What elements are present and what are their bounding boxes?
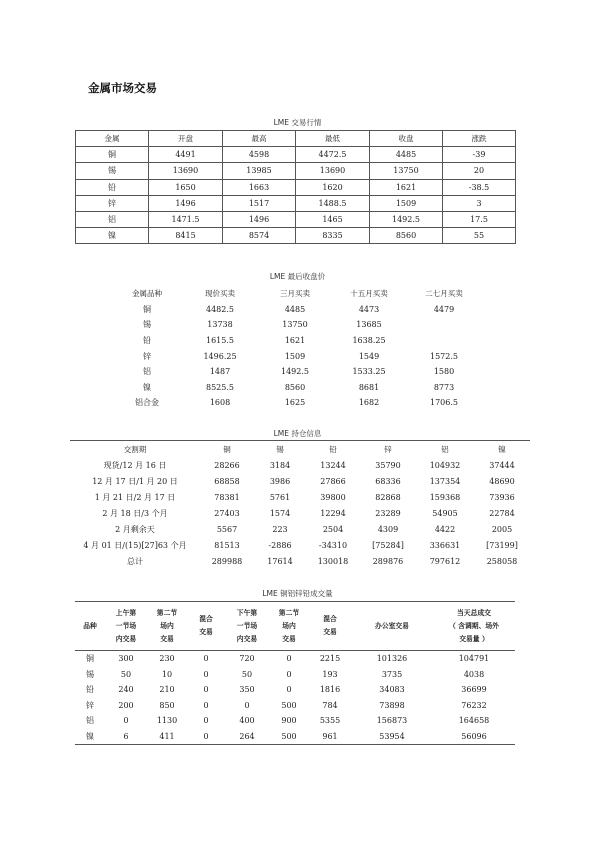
table-cell: 0 [286,654,292,664]
table-cell: 3735 [381,669,403,679]
table-cell: 1615.5 [206,336,234,346]
table-cell: 4038 [463,669,485,679]
table-row [76,211,516,227]
column-header-line: 交易 [160,634,174,643]
lme-open-interest-table [70,440,530,569]
table-cell: 50 [120,669,132,679]
column-header: 现价买卖 [205,289,235,299]
column-header-line: 交易 [199,628,213,636]
table-cell: 2 月 18 日/3 个月 [102,508,168,518]
table-cell: 76232 [461,700,487,710]
table-cell: -39 [443,147,516,163]
table-row [75,698,515,714]
column-header: 交割期 [123,444,147,454]
table-row [112,302,482,318]
table-cell: 17614 [267,556,293,566]
table-cell: 1620 [296,179,370,195]
table-cell: 1471.5 [149,211,223,227]
table-cell: 13244 [320,460,346,470]
table-cell: 锌 [86,700,94,710]
table-cell: 39800 [320,492,346,502]
table-cell: 20 [443,163,516,179]
column-header [105,602,147,651]
table-cell: 13738 [207,320,233,330]
table-cell: 1572.5 [430,351,458,361]
table-cell: 3184 [269,460,291,470]
table-cell: 镍 [143,382,151,392]
table-row [76,179,516,195]
table-cell: 4479 [433,304,455,314]
table-cell: 8574 [223,228,296,244]
table-cell: 264 [225,729,269,745]
column-header: 最低 [296,131,370,147]
table-cell: 13750 [282,320,308,330]
column-header-line: 交易量 ） [459,634,489,643]
header-row [75,602,515,651]
table-row [112,317,482,333]
table-cell: 5567 [216,524,238,534]
column-header-line: 一节场 [236,621,258,630]
column-header-line: 办公室交易 [375,621,409,630]
table-cell: 55 [443,228,516,244]
table-cell: 27866 [320,476,346,486]
table-cell [406,317,482,333]
table-cell: [75284] [372,540,404,550]
column-header: 锡 [276,444,284,454]
column-header-line: 交易 [323,628,337,636]
table3-title: LME 持仓信息 [273,429,322,438]
table-cell: 0 [203,700,209,710]
table-row [70,521,530,537]
table-cell: 1509 [370,195,443,211]
table-cell: 1621 [370,179,443,195]
table-cell: 锌 [76,195,149,211]
table-cell: 300 [118,654,134,664]
table-cell: 1496 [223,211,296,227]
table-cell: 289988 [211,556,243,566]
table-cell: 2504 [322,524,344,534]
table-cell: 铝合金 [135,398,159,408]
table-cell: 1580 [433,367,455,377]
table2-title: LME 最后收盘价 [269,272,326,281]
column-header: 开盘 [149,131,223,147]
table-cell: 8335 [296,228,370,244]
column-header: 收盘 [370,131,443,147]
column-header [269,602,309,651]
table-cell: 2 月剩余天 [115,524,155,534]
table-cell: 1517 [223,195,296,211]
table4-header [75,602,515,651]
table-cell: 37444 [489,460,515,470]
table-row [112,395,482,411]
column-header [351,602,433,651]
table-cell: 铅 [143,336,151,346]
table-cell: 1650 [149,179,223,195]
table-cell: 4485 [370,147,443,163]
table-cell: 5761 [269,492,291,502]
table-cell: 400 [239,716,255,726]
table-cell: 锡 [76,163,149,179]
table1-header [76,131,516,147]
column-header: 三月买卖 [280,289,310,299]
table-cell: 13685 [356,320,382,330]
table-row [75,682,515,698]
page-title: 金属市场交易 [88,81,157,95]
table-cell: 1488.5 [296,195,370,211]
column-header: 铜 [223,444,231,454]
table-cell: 4485 [284,304,306,314]
table-cell: 镍 [75,729,105,745]
column-header-line: 下午第 [236,608,258,617]
table-cell: 0 [286,685,292,695]
table-cell: 784 [322,700,338,710]
table-cell: 2005 [491,524,513,534]
table-cell: 223 [272,524,288,534]
table-cell: 6 [105,729,147,745]
table-cell: 850 [159,700,175,710]
table-row [70,473,530,489]
column-header-line: 场内 [160,621,174,630]
column-header: 十五月买卖 [350,289,388,299]
table-cell: 104932 [429,460,461,470]
table-cell: 258058 [486,556,518,566]
table-cell: 28266 [214,460,240,470]
table-cell: 22784 [489,508,515,518]
column-header: 金属品种 [132,289,162,299]
table-cell: 900 [281,716,297,726]
column-header: 二七月买卖 [425,289,463,299]
table-cell: 230 [159,654,175,664]
table-cell: 200 [118,700,134,710]
lme-trading-table [75,130,516,244]
table-cell: 铜 [76,147,149,163]
table-cell: 铅 [86,685,94,695]
table1-body [76,147,516,244]
table-cell: 1638.25 [352,336,386,346]
table-cell: 137354 [429,476,461,486]
table-cell: 210 [159,685,175,695]
column-header: 铅 [329,444,337,454]
table-cell: 1496.25 [203,351,237,361]
column-header: 锌 [384,444,392,454]
table-row [75,651,515,667]
column-header-line: 一节场 [115,621,137,630]
column-header [433,602,515,651]
column-header-line: 上午第 [115,608,137,617]
table-cell: 0 [286,669,292,679]
lme-volume-table [75,601,515,745]
table-row [76,163,516,179]
table-cell: 50 [241,669,253,679]
table-cell: 1682 [358,398,380,408]
column-header-line: 当天总成交 [457,608,491,617]
table-cell: 4473 [358,304,380,314]
table-cell: 铝 [76,211,149,227]
table-cell: 1492.5 [370,211,443,227]
table-cell: 36699 [461,685,487,695]
table-cell: 0 [203,685,209,695]
table-cell: 0 [187,729,225,745]
column-header-line: 混合 [323,615,337,623]
table-cell: 1608 [209,398,231,408]
table1-title: LME 交易行情 [273,118,322,127]
table-cell: 1663 [223,179,296,195]
table-cell: 1487 [209,367,231,377]
column-header: 铝 [441,444,449,454]
table-cell: 总计 [127,556,143,566]
table-cell: 34083 [379,685,405,695]
table-cell: 1549 [358,351,380,361]
table-cell: 现货/12 月 16 日 [103,460,167,470]
table-row [70,457,530,473]
column-header-line: 场内 [282,621,296,630]
table-cell: 12 月 17 日/1 月 20 日 [92,476,178,486]
header-row [112,286,482,302]
column-header-line: 交易 [282,634,296,643]
table-cell: 73898 [379,700,405,710]
table4-title: LME 铜铝锌铅成交量 [262,589,333,598]
table-cell: 104791 [458,654,490,664]
table-cell: 8560 [284,382,306,392]
table-row [75,729,515,745]
table-cell: 8681 [358,382,380,392]
table-cell: 1706.5 [430,398,458,408]
column-header: 涨跌 [443,131,516,147]
table-cell: 1465 [296,211,370,227]
table-cell: 17.5 [443,211,516,227]
table-cell: 78381 [214,492,240,502]
column-header: 镍 [498,444,506,454]
table-cell: 500 [269,729,309,745]
column-header: 最高 [223,131,296,147]
column-header-line: 内交易 [236,634,258,643]
table-cell: 铝 [143,367,151,377]
column-header [187,602,225,651]
table-cell: 1625 [284,398,306,408]
table-cell: 164658 [458,716,490,726]
table-cell: 4 月 01 日/(15)[27]63 个月 [83,540,187,550]
table-cell: 797612 [429,556,461,566]
table-row [112,333,482,349]
table-cell: 铅 [76,179,149,195]
table-cell: 5355 [319,716,341,726]
column-header-line: 内交易 [115,634,137,643]
table-cell: 13985 [223,163,296,179]
table-row [70,505,530,521]
column-header-line: （ 含调期、场外 [449,621,499,630]
table-cell: 289876 [372,556,404,566]
table-cell: 4472.5 [296,147,370,163]
table-cell: 1492.5 [281,367,309,377]
table-cell: 336631 [429,540,461,550]
table-cell: 8525.5 [206,382,234,392]
table2-header [112,286,482,302]
column-header-line: 第二节 [278,608,300,617]
column-header-line: 品种 [83,621,97,630]
table-row [75,667,515,683]
table-cell: 1509 [284,351,306,361]
table-cell: 铜 [86,654,94,664]
table-cell: 0 [203,716,209,726]
table-cell: 13690 [149,163,223,179]
table-cell: 4598 [223,147,296,163]
table-cell: 68858 [214,476,240,486]
table-row [76,228,516,244]
column-header [309,602,351,651]
table-row [112,364,482,380]
table2-body [112,302,482,411]
table-cell: 锌 [143,351,151,361]
table-cell: 铜 [143,304,151,314]
table-cell: 13690 [296,163,370,179]
table-cell: 13750 [370,163,443,179]
table-cell: 8773 [433,382,455,392]
table-cell: 23289 [375,508,401,518]
table-cell: 411 [147,729,187,745]
table-row [75,713,515,729]
table-cell: 10 [161,669,173,679]
table-cell: 48690 [489,476,515,486]
column-header [225,602,269,651]
table-cell: 130018 [317,556,349,566]
table-cell: 3986 [269,476,291,486]
table-row [70,537,530,553]
column-header: 金属 [76,131,149,147]
table-cell: 镍 [76,228,149,244]
table-cell: 1533.25 [352,367,386,377]
table-cell: [73199] [486,540,518,550]
header-row [76,131,516,147]
column-header [75,602,105,651]
column-header-line: 第二节 [156,608,178,617]
table-cell: 0 [203,654,209,664]
table-cell: -38.5 [443,179,516,195]
header-row [70,441,530,458]
table-cell: 0 [244,700,250,710]
table3-header [70,441,530,458]
table-cell: 240 [118,685,134,695]
table-cell: 2215 [319,654,341,664]
column-header-line: 混合 [199,615,213,623]
table-cell: 54905 [432,508,458,518]
table-cell: 81513 [214,540,240,550]
lme-closing-price-table [112,286,482,411]
table-cell: 56096 [433,729,515,745]
table-cell: 4482.5 [206,304,234,314]
column-header [147,602,187,651]
table3-body [70,457,530,569]
table-cell: -34310 [318,540,348,550]
table-cell: 锡 [143,320,151,330]
table-cell: 4491 [149,147,223,163]
table-row [112,380,482,396]
table-cell [406,333,482,349]
table-cell: 68336 [375,476,401,486]
table-row [70,553,530,569]
table-cell: 53954 [351,729,433,745]
table-cell: 0 [203,669,209,679]
table-cell: 1574 [269,508,291,518]
table-cell: 101326 [376,654,408,664]
table-cell: 193 [322,669,338,679]
table-cell: 4309 [377,524,399,534]
table-cell: 27403 [214,508,240,518]
table-cell: 35790 [375,460,401,470]
table-row [76,147,516,163]
table-cell: 1621 [284,336,306,346]
table-row [76,195,516,211]
table-cell: 961 [309,729,351,745]
table-cell: 500 [281,700,297,710]
table-cell: 8560 [370,228,443,244]
table-cell: 159368 [429,492,461,502]
table-cell: -2886 [268,540,292,550]
table-cell: 156873 [376,716,408,726]
table-cell: 8415 [149,228,223,244]
table-cell: 1496 [149,195,223,211]
table-row [70,489,530,505]
table4-body [75,651,515,745]
table-cell: 铝 [86,716,94,726]
table-cell: 82868 [375,492,401,502]
table-cell: 4422 [434,524,456,534]
table-cell: 12294 [320,508,346,518]
table-cell: 锡 [86,669,94,679]
table-cell: 3 [443,195,516,211]
table-cell: 0 [123,716,129,726]
table-cell: 720 [239,654,255,664]
table-cell: 350 [239,685,255,695]
table-cell: 1816 [319,685,341,695]
table-cell: 1 月 21 日/2 月 17 日 [94,492,176,502]
table-cell: 73936 [489,492,515,502]
table-cell: 1130 [156,716,178,726]
table-row [112,348,482,364]
